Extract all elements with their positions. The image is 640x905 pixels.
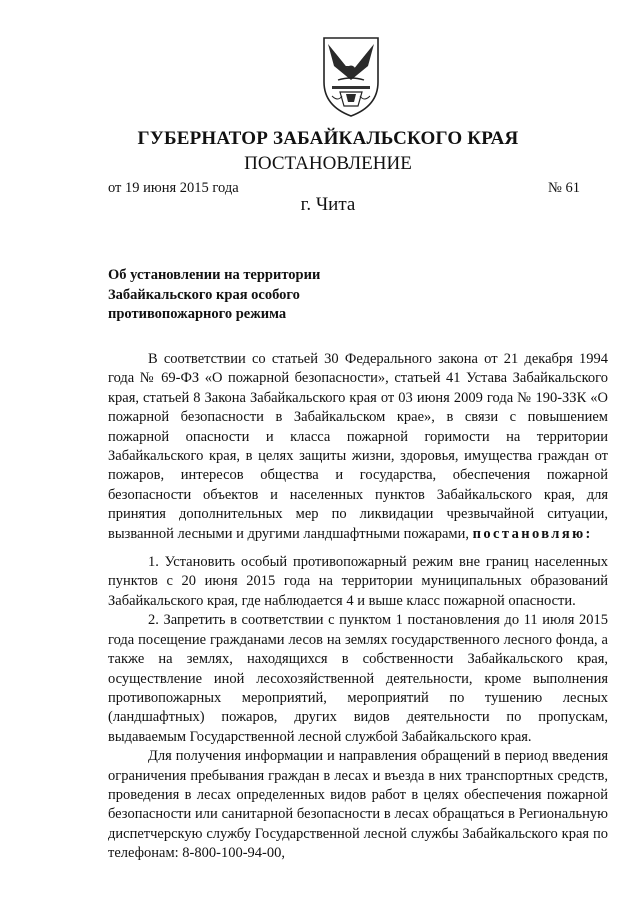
clause-1: 1. Установить особый противопожарный режим вне границ населенных пунктов с 20 июня 2015 года на территории муниципальных образований Забайкальского края, где наблюдается 4 и выше класс пожарной опасности.: [108, 554, 608, 609]
preamble-paragraph: [108, 350, 608, 544]
document-number: № 61: [548, 180, 580, 196]
document-body: [108, 350, 608, 864]
clause-2: 2. Запретить в соответствии с пунктом 1 постановления до 11 июля 2015 года посещение гражданами лесов на землях государственного лесного фонда, а также на землях, находящихся в собственности Забайкальского края, осуществление иной лесохозяйственной деятельности, кроме выполнения противопожарных мероприятий, мероприятий по тушению лесных (ландшафтных) пожаров, других видов деятельности по пропускам, выдаваемым Государственной лесной службой Забайкальского края.: [108, 612, 608, 745]
document-type: ПОСТАНОВЛЕНИЕ: [244, 153, 412, 174]
issuing-authority: ГУБЕРНАТОР ЗАБАЙКАЛЬСКОГО КРАЯ: [137, 128, 519, 149]
document-date: от 19 июня 2015 года: [108, 180, 239, 196]
decree-word: постановляю:: [472, 525, 593, 542]
coat-of-arms-emblem: [318, 36, 384, 118]
subject-line: Об установлении на территории: [108, 267, 321, 283]
document-city: г. Чита: [300, 194, 356, 215]
subject-line: Забайкальского края особого: [108, 286, 300, 303]
clause-2-contacts: Для получения информации и направления обращений в период введения ограничения пребывания граждан в лесах и въезда в них транспортных средств, проведения в лесах определенных видов работ в целях обеспечения пожарной безопасности или санитарной безопасности в лесах обращаться в Региональную диспетчерскую службу Государственной лесной службы Забайкальского края по телефонам: 8-800-100-94-00,: [108, 748, 608, 862]
preamble-text: В соответствии со статьей 30 Федерального закона от 21 декабря 1994 года № 69-ФЗ «О пожарной безопасности», статьей 41 Устава Забайкальского края, статьей 8 Закона Забайкальского края от 03 июня 2009 года № 190-ЗЗК «О пожарной безопасности в Забайкальском крае», в связи с повышением пожарной опасности и класса пожарной горимости на территории Забайкальского края, в целях защиты жизни, здоровья, имущества граждан от пожаров, интересов общества и государства, обеспечения пожарной безопасности объектов и населенных пунктов Забайкальского края, для принятия дополнительных мер по ликвидации чрезвычайной ситуации, вызванной лесными и другими ландшафтными пожарами,: [108, 351, 608, 542]
document-subject: [108, 266, 368, 325]
subject-line: противопожарного режима: [108, 306, 287, 322]
